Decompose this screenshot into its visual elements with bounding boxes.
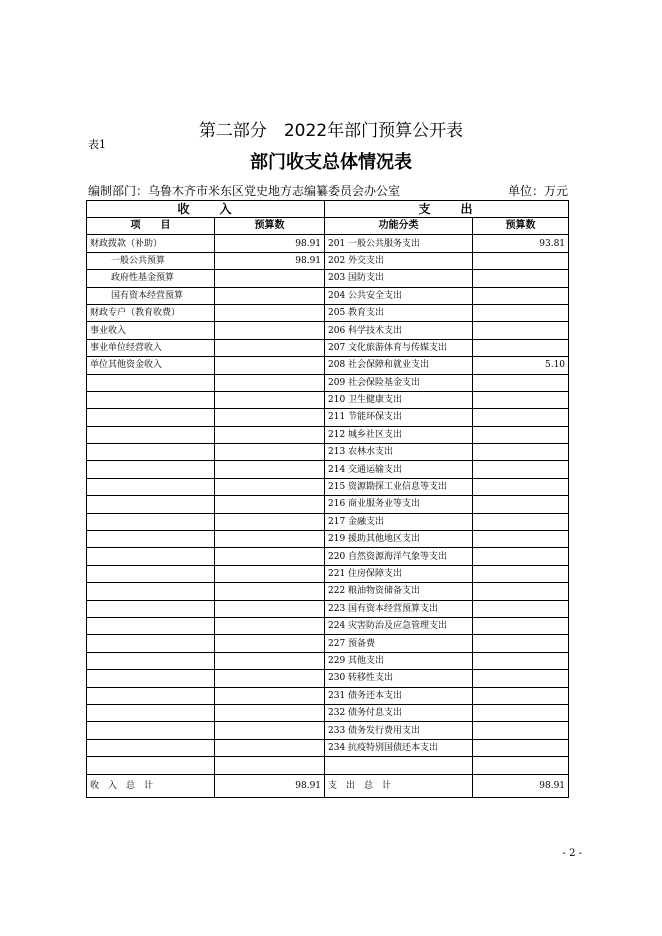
expense-value [473,252,569,269]
income-item [87,739,215,756]
income-item [87,426,215,443]
income-value [215,322,325,339]
table-row [87,739,569,756]
total-row [87,774,569,797]
expense-value [473,287,569,304]
expense-item: 215 资源勘探工业信息等支出 [325,478,473,495]
header-row-columns [87,218,569,235]
expense-item: 217 金融支出 [325,513,473,530]
expense-item: 206 科学技术支出 [325,322,473,339]
expense-item: 232 债务付息支出 [325,704,473,721]
expense-value [473,513,569,530]
expense-value [473,304,569,321]
table-row [87,617,569,634]
income-value: 98.91 [215,235,325,252]
expense-item: 222 粮油物资储备支出 [325,583,473,600]
expense-value: 5.10 [473,357,569,374]
table-row [87,357,569,374]
expense-value: 93.81 [473,235,569,252]
table-row [87,548,569,565]
income-value [215,374,325,391]
income-total-label: 收 入 总 计 [87,774,215,797]
income-value [215,687,325,704]
income-value [215,531,325,548]
income-item [87,687,215,704]
page-number: - 2 - [562,848,582,859]
expense-value [473,426,569,443]
table-row [87,478,569,495]
income-item: 单位其他资金收入 [87,357,215,374]
income-value [215,600,325,617]
table-row [87,444,569,461]
income-item: 政府性基金预算 [87,270,215,287]
income-value [215,478,325,495]
expense-item: 210 卫生健康支出 [325,391,473,408]
table-row [87,565,569,582]
income-item [87,670,215,687]
expense-item: 229 其他支出 [325,652,473,669]
table-row [87,304,569,321]
income-item [87,513,215,530]
income-value [215,339,325,356]
income-value [215,391,325,408]
table-row [87,757,569,774]
col-function: 功能分类 [325,218,473,235]
income-value [215,287,325,304]
income-header: 收 入 [87,201,325,218]
table-row [87,513,569,530]
income-item [87,757,215,774]
income-value [215,670,325,687]
expense-item: 234 抗疫特别国债还本支出 [325,739,473,756]
table-row [87,687,569,704]
income-value [215,722,325,739]
income-value [215,583,325,600]
page-title: 第二部分 2022年部门预算公开表 [198,121,464,141]
expense-value [473,496,569,513]
department-label: 编制部门：乌鲁木齐市米东区党史地方志编纂委员会办公室 [88,184,401,198]
expense-item: 233 债务发行费用支出 [325,722,473,739]
expense-value [473,531,569,548]
income-item [87,548,215,565]
income-value [215,426,325,443]
expense-item: 202 外交支出 [325,252,473,269]
expense-item: 219 援助其他地区支出 [325,531,473,548]
table-row [87,287,569,304]
expense-value [473,374,569,391]
expense-item: 208 社会保障和就业支出 [325,357,473,374]
income-value [215,513,325,530]
col-budget: 预算数 [215,218,325,235]
expense-item: 213 农林水支出 [325,444,473,461]
table-row [87,670,569,687]
income-item: 事业单位经营收入 [87,339,215,356]
expense-total-value: 98.91 [473,774,569,797]
table-row [87,270,569,287]
income-item [87,374,215,391]
expense-item: 230 转移性支出 [325,670,473,687]
income-item [87,391,215,408]
table-row [87,704,569,721]
table-row [87,339,569,356]
income-value: 98.91 [215,252,325,269]
expense-value [473,600,569,617]
expense-value [473,548,569,565]
expense-item: 207 文化旅游体育与传媒支出 [325,339,473,356]
expense-item [325,757,473,774]
expense-value [473,652,569,669]
income-item [87,617,215,634]
income-value [215,635,325,652]
income-total-value: 98.91 [215,774,325,797]
income-value [215,444,325,461]
table-row [87,583,569,600]
income-value [215,548,325,565]
expense-item: 224 灾害防治及应急管理支出 [325,617,473,634]
table-row [87,722,569,739]
income-item [87,565,215,582]
income-item [87,496,215,513]
income-value [215,565,325,582]
table-row [87,652,569,669]
table-row [87,635,569,652]
income-value [215,652,325,669]
income-value [215,304,325,321]
income-item [87,583,215,600]
table-row [87,496,569,513]
income-item [87,652,215,669]
income-value [215,409,325,426]
income-value [215,461,325,478]
expense-item: 201 一般公共服务支出 [325,235,473,252]
expense-value [473,478,569,495]
expense-item: 211 节能环保支出 [325,409,473,426]
income-item [87,722,215,739]
expense-value [473,617,569,634]
expense-value [473,409,569,426]
income-item [87,635,215,652]
income-item [87,600,215,617]
expense-value [473,339,569,356]
table-row [87,252,569,269]
expense-item: 203 国防支出 [325,270,473,287]
unit-label: 单位：万元 [507,184,568,198]
expense-item: 220 自然资源海洋气象等支出 [325,548,473,565]
income-item: 一般公共预算 [87,252,215,269]
income-item: 财政专户（教育收费） [87,304,215,321]
expense-total-label: 支 出 总 计 [325,774,473,797]
income-item [87,444,215,461]
expense-item: 227 预备费 [325,635,473,652]
expense-item: 214 交通运输支出 [325,461,473,478]
income-value [215,357,325,374]
income-value [215,757,325,774]
expense-value [473,670,569,687]
income-item [87,531,215,548]
table-row [87,531,569,548]
col-item: 项 目 [87,218,215,235]
expense-value [473,270,569,287]
expense-value [473,461,569,478]
expense-item: 209 社会保险基金支出 [325,374,473,391]
header-row-sections [87,201,569,218]
col-budget-expense: 预算数 [473,218,569,235]
expense-item: 223 国有资本经营预算支出 [325,600,473,617]
expense-value [473,687,569,704]
expense-value [473,583,569,600]
income-item [87,704,215,721]
income-value [215,739,325,756]
table-row [87,600,569,617]
income-item [87,478,215,495]
income-value [215,496,325,513]
expense-value [473,635,569,652]
income-item: 财政拨款（补助） [87,235,215,252]
expense-item: 216 商业服务业等支出 [325,496,473,513]
table-row [87,461,569,478]
expense-header: 支 出 [325,201,569,218]
income-value [215,617,325,634]
expense-item: 231 债务还本支出 [325,687,473,704]
expense-value [473,739,569,756]
table-title: 部门收支总体情况表 [250,152,412,173]
expense-value [473,565,569,582]
expense-item: 204 公共安全支出 [325,287,473,304]
table-row [87,391,569,408]
expense-value [473,757,569,774]
expense-value [473,722,569,739]
income-item [87,409,215,426]
table-row [87,409,569,426]
expense-item: 221 住房保障支出 [325,565,473,582]
expense-value [473,322,569,339]
table-row [87,374,569,391]
table-row [87,235,569,252]
table-number: 表1 [88,138,106,151]
expense-value [473,391,569,408]
expense-item: 212 城乡社区支出 [325,426,473,443]
table-row [87,322,569,339]
expense-value [473,444,569,461]
budget-table [86,200,569,798]
table-row [87,426,569,443]
income-value [215,704,325,721]
income-item: 国有资本经营预算 [87,287,215,304]
expense-value [473,704,569,721]
income-item [87,461,215,478]
income-value [215,270,325,287]
expense-item: 205 教育支出 [325,304,473,321]
income-item: 事业收入 [87,322,215,339]
